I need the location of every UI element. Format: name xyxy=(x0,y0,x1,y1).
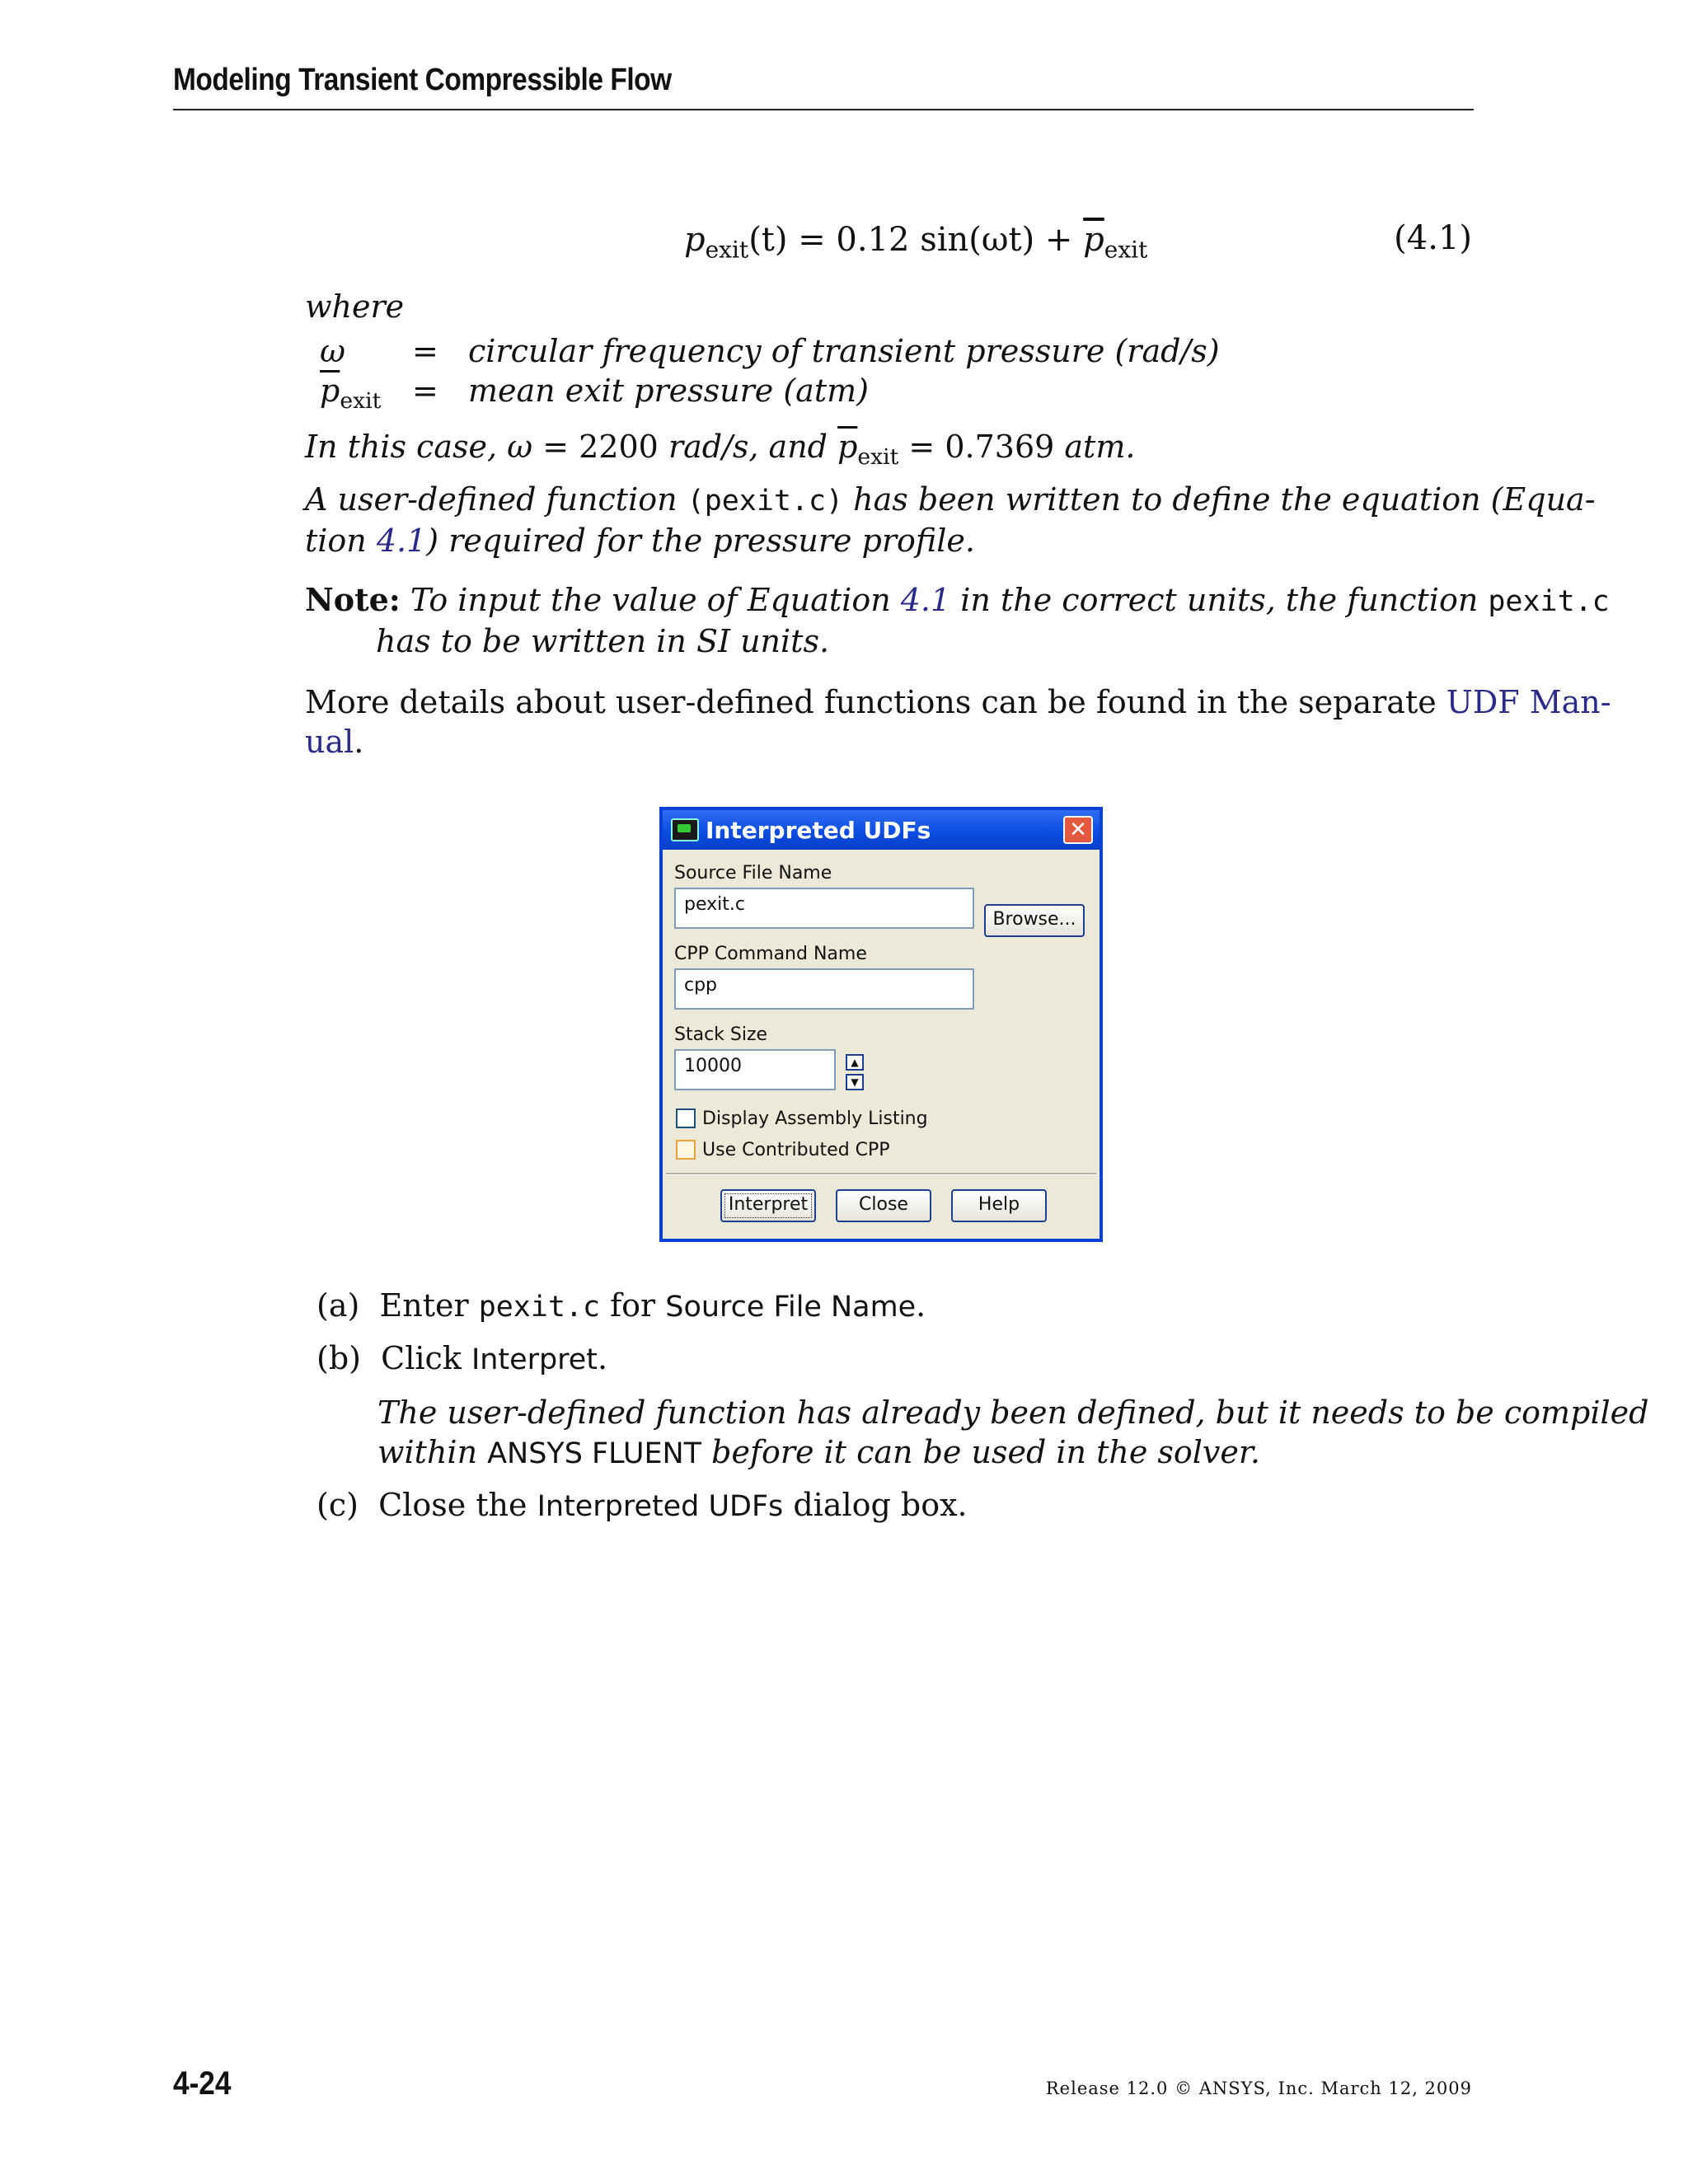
dialog-titlebar[interactable] xyxy=(663,810,1100,850)
cpp-command-label: CPP Command Name xyxy=(674,944,867,964)
equation-number: (4.1) xyxy=(1394,219,1472,257)
where-desc-2: mean exit pressure (atm) xyxy=(468,373,869,409)
page-number: 4-24 xyxy=(173,2065,232,2102)
release-note: Release 12.0 © ANSYS, Inc. March 12, 2009 xyxy=(1045,2079,1472,2098)
udf-manual-link-cont[interactable]: ual xyxy=(305,724,354,760)
stack-size-label: Stack Size xyxy=(674,1024,768,1045)
dialog-separator xyxy=(666,1173,1096,1175)
where-eq-1: = xyxy=(412,333,438,369)
help-button[interactable]: Help xyxy=(951,1189,1047,1222)
page-header-title: Modeling Transient Compressible Flow xyxy=(173,63,672,97)
where-eq-2: = xyxy=(412,373,438,409)
eq-rhs: = 0.12 sin(ωt) + xyxy=(787,221,1084,259)
contributed-cpp-label: Use Contributed CPP xyxy=(702,1140,890,1160)
eq-lhs-arg: (t) xyxy=(748,221,788,259)
contributed-cpp-checkbox[interactable] xyxy=(676,1140,696,1160)
interpret-button[interactable]: Interpret xyxy=(720,1189,816,1222)
display-assembly-checkbox[interactable] xyxy=(676,1108,696,1128)
eq-rhs-sub: exit xyxy=(1104,236,1148,264)
note-equation-ref-link[interactable]: 4.1 xyxy=(900,582,951,618)
stack-up-icon[interactable]: ▲ xyxy=(846,1054,864,1071)
stack-down-icon[interactable]: ▼ xyxy=(846,1074,864,1090)
stack-size-input[interactable]: 10000 xyxy=(674,1049,836,1090)
case-line: In this case, ω = 2200 rad/s, and $\overline{p}_{exit} = 0.7369$ atm. xyxy=(305,429,1136,470)
close-icon[interactable]: ✕ xyxy=(1063,816,1093,844)
udf-manual-link[interactable]: UDF Man- xyxy=(1446,684,1611,720)
fluent-app-icon xyxy=(671,818,699,841)
cpp-command-input[interactable]: cpp xyxy=(674,968,974,1010)
note-block: Note: To input the value of Equation 4.1 in the correct units, the function pexit.c has to be written in SI units. xyxy=(305,581,1610,659)
step-a: (a) Enter pexit.c for Source File Name. xyxy=(316,1287,926,1324)
where-symbol-omega: ω xyxy=(320,333,345,369)
eq-lhs-sub: exit xyxy=(705,236,749,264)
eq-lhs-var: p xyxy=(684,221,706,259)
display-assembly-label: Display Assembly Listing xyxy=(702,1108,928,1129)
equation-ref-link[interactable]: 4.1 xyxy=(376,523,427,559)
header-rule xyxy=(173,109,1474,110)
source-file-input[interactable]: pexit.c xyxy=(674,888,974,929)
equation-4-1 xyxy=(684,221,1147,263)
step-c: (c) Close the Interpreted UDFs dialog box. xyxy=(316,1487,968,1523)
note-label: Note: xyxy=(305,581,401,618)
eq-rhs-var: $\overline{p}$ xyxy=(1083,221,1104,259)
step-b-note: The user-defined function has already been defined, but it needs to be compiled within ANSYS FLUENT before it can be used in the solver. xyxy=(377,1394,1649,1470)
udf-paragraph: A user-defined function (pexit.c) has been written to define the equation (Equa- tion 4.1) required for the pressure profile. xyxy=(305,481,1596,559)
where-desc-1: circular frequency of transient pressure (rad/s) xyxy=(468,333,1220,369)
dialog-title: Interpreted UDFs xyxy=(706,817,931,844)
step-b: (b) Click Interpret. xyxy=(316,1340,608,1376)
browse-button[interactable]: Browse... xyxy=(984,904,1085,937)
close-button[interactable]: Close xyxy=(836,1189,931,1222)
source-file-label: Source File Name xyxy=(674,863,832,883)
interpreted-udfs-dialog xyxy=(659,807,1103,1242)
more-details-paragraph: More details about user-defined functions can be found in the separate UDF Man- ual. xyxy=(305,684,1611,760)
where-symbol-pexit: $\overline{p}_{exit}$ xyxy=(320,373,382,414)
where-label: where xyxy=(305,288,405,325)
